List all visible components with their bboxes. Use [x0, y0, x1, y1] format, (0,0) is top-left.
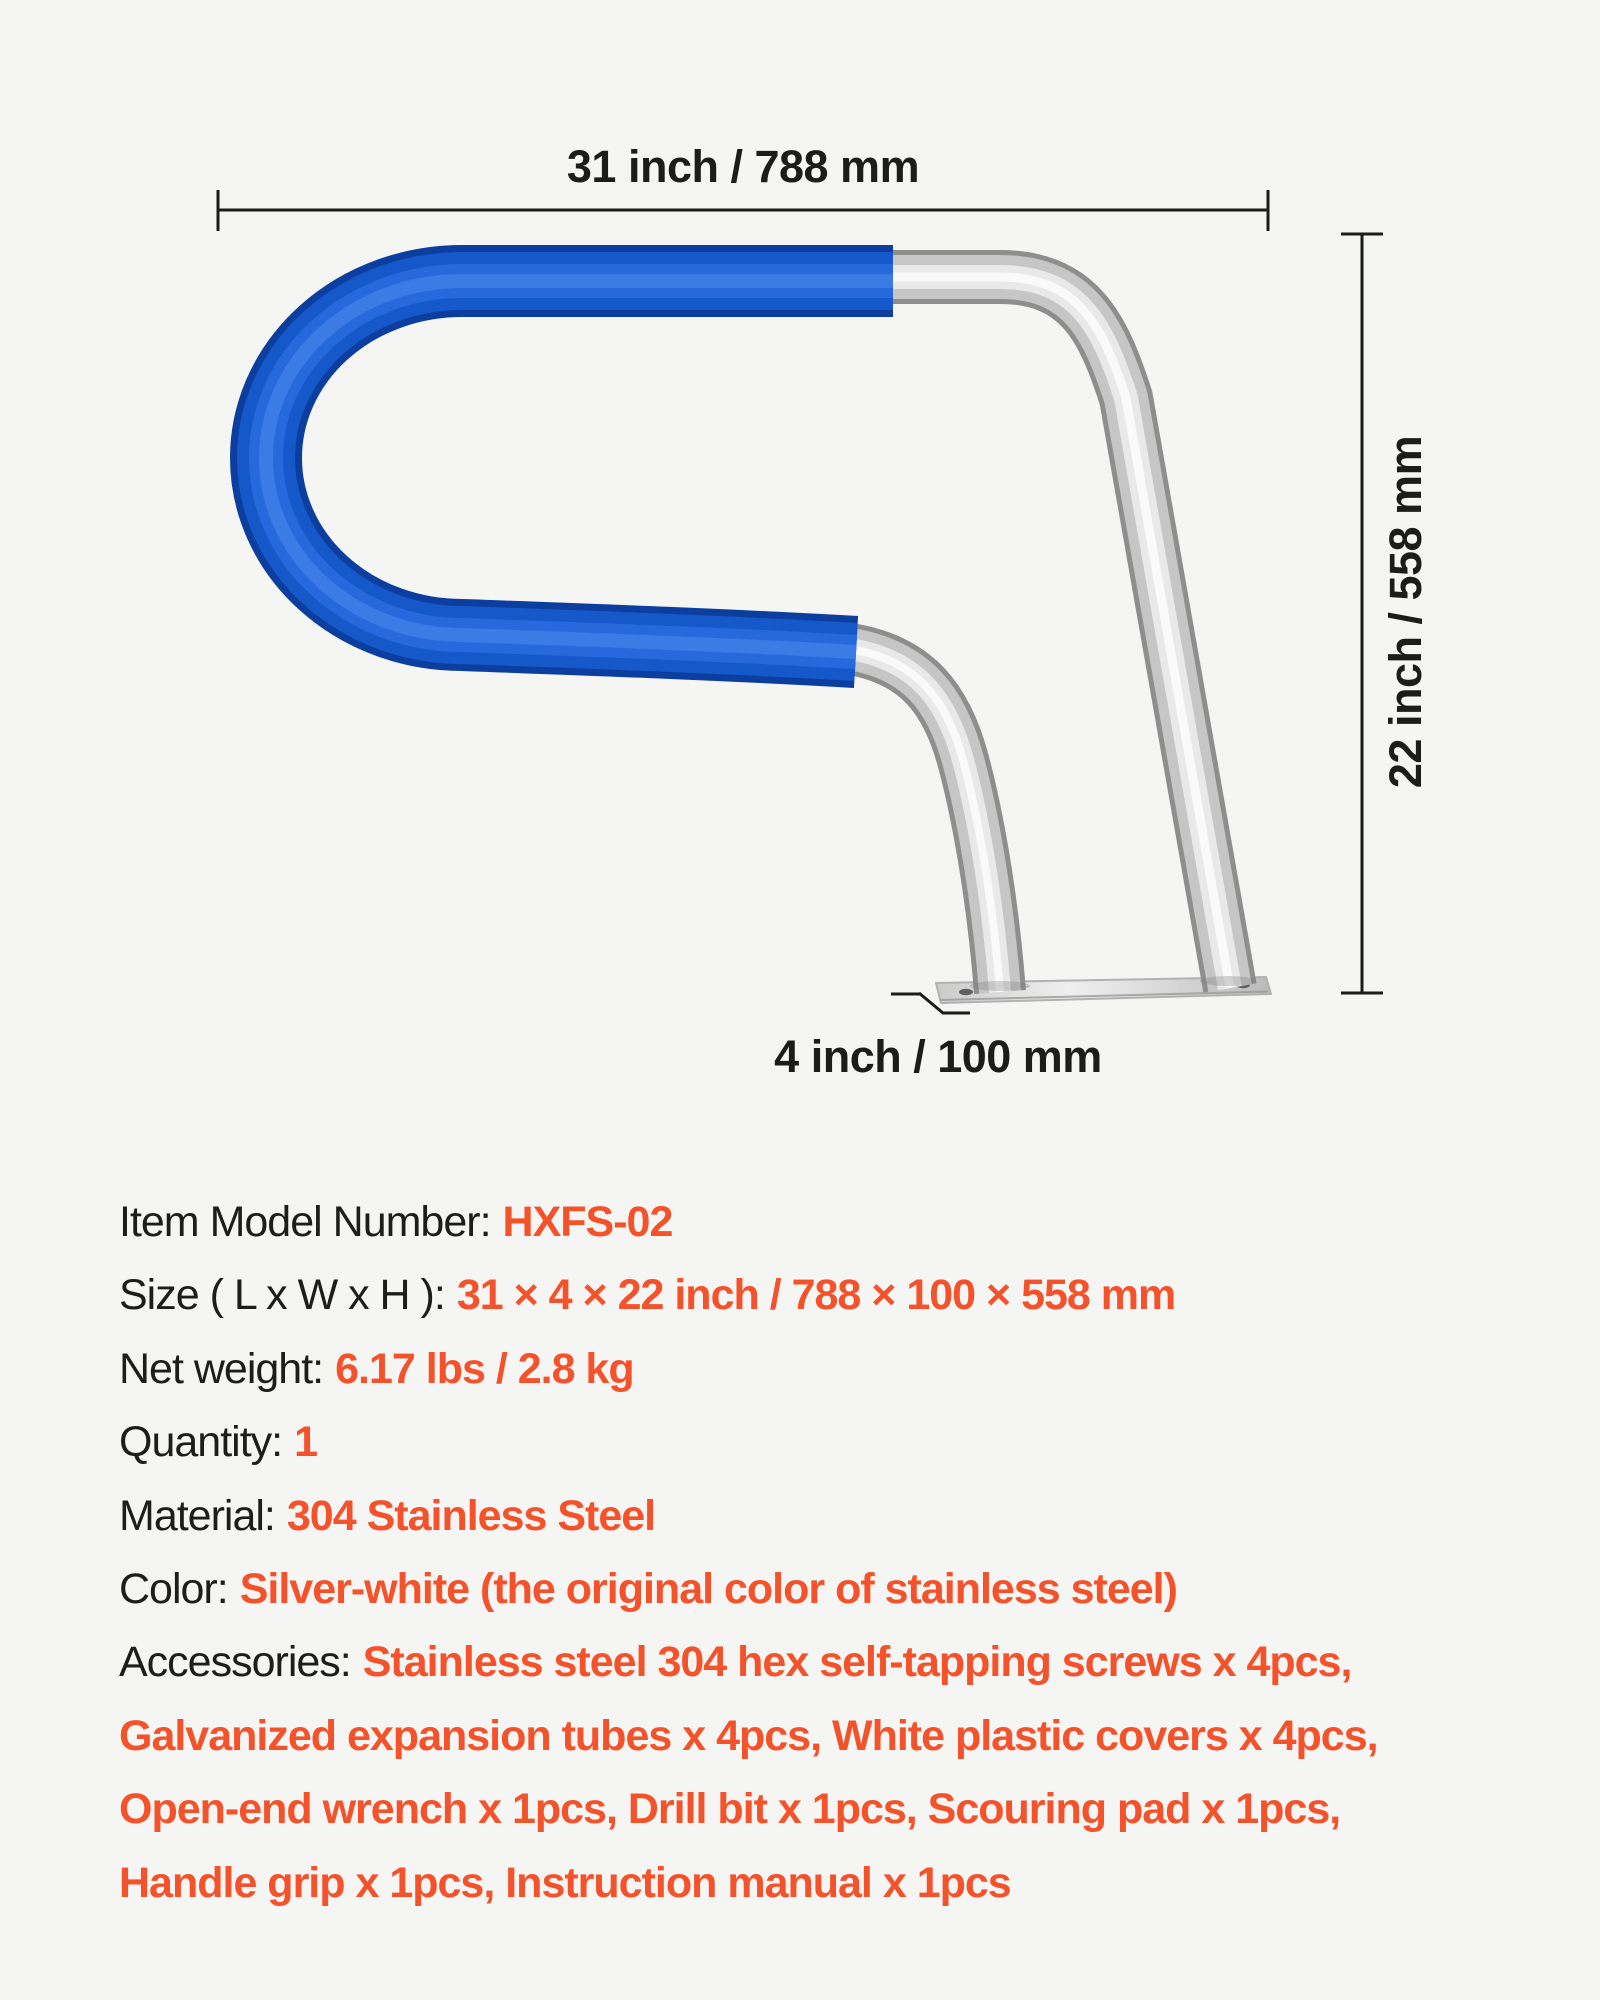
spec-line-color	[119, 1553, 1589, 1626]
spec-value: Handle grip x 1pcs, Instruction manual x 1pcs	[119, 1858, 1011, 1907]
steel-front-tube	[850, 649, 1000, 992]
steel-rear-tube	[872, 277, 1230, 988]
spec-line-accessories	[119, 1626, 1589, 1699]
depth-dimension-label: 4 inch / 100 mm	[774, 1031, 1102, 1082]
spec-line-accessories-cont-2	[119, 1773, 1589, 1846]
spec-list	[119, 1186, 1589, 1920]
spec-value: 6.17 lbs / 2.8 kg	[335, 1344, 634, 1393]
spec-line-accessories-cont-1	[119, 1700, 1589, 1773]
spec-label: Accessories:	[119, 1638, 351, 1687]
spec-label: Quantity:	[119, 1418, 283, 1467]
blue-foam-grip	[266, 281, 893, 652]
height-dimension-label: 22 inch / 558 mm	[1380, 435, 1431, 789]
spec-line-size	[119, 1259, 1589, 1332]
spec-label: Color:	[119, 1565, 228, 1614]
spec-value: Stainless steel 304 hex self-tapping screws x 4pcs,	[362, 1638, 1352, 1687]
spec-line-weight	[119, 1333, 1589, 1406]
spec-value: Silver-white (the original color of stainless steel)	[239, 1565, 1177, 1614]
plate-screw-hole-left	[959, 989, 973, 995]
width-dimension-line	[218, 190, 1268, 231]
spec-value: 304 Stainless Steel	[286, 1491, 656, 1540]
spec-label: Net weight:	[119, 1344, 324, 1393]
spec-value: Galvanized expansion tubes x 4pcs, White plastic covers x 4pcs,	[119, 1711, 1378, 1760]
spec-value: 31 × 4 × 22 inch / 788 × 100 × 558 mm	[456, 1271, 1176, 1320]
rear-leg-base-shadow	[1200, 976, 1256, 986]
spec-line-material	[119, 1480, 1589, 1553]
spec-value: 1	[294, 1418, 318, 1467]
spec-line-accessories-cont-3	[119, 1847, 1589, 1920]
spec-line-model	[119, 1186, 1589, 1259]
spec-label: Item Model Number:	[119, 1198, 491, 1246]
height-dimension-line	[1341, 234, 1383, 993]
front-leg-base-shadow	[970, 981, 1030, 991]
spec-value: Open-end wrench x 1pcs, Drill bit x 1pcs, Scouring pad x 1pcs,	[119, 1785, 1341, 1834]
spec-value: HXFS-02	[502, 1198, 673, 1246]
spec-line-quantity	[119, 1406, 1589, 1479]
width-dimension-label: 31 inch / 788 mm	[566, 141, 920, 192]
spec-label: Size ( L x W x H ):	[119, 1271, 445, 1320]
spec-label: Material:	[119, 1491, 275, 1540]
